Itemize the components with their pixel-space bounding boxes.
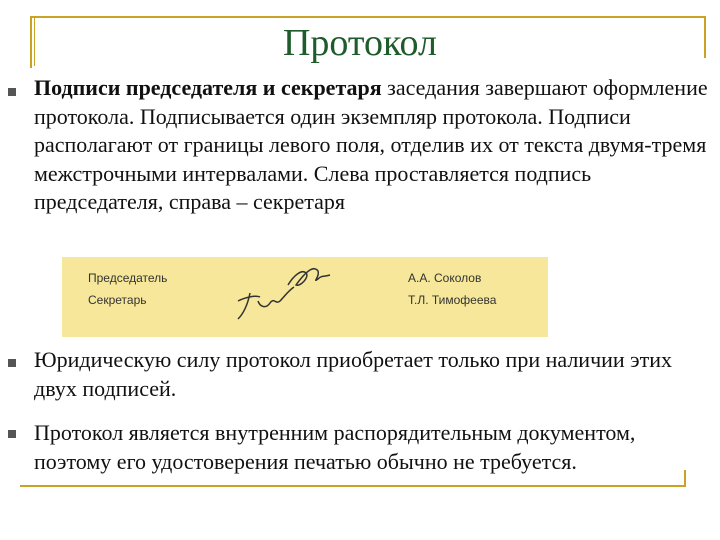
bullet-marker-2 (8, 359, 16, 367)
chair-signature (288, 269, 330, 286)
frame-bottom-line (20, 485, 684, 487)
bullet-marker-3 (8, 430, 16, 438)
secretary-signature (238, 287, 294, 319)
bullet-2-text: Юридическую силу протокол приобретает только при наличии этих двух подписей. (34, 347, 673, 401)
bullet-3-text: Протокол является внутренним распорядительным документом, поэтому его удостоверения печатью обычно не требуется. (34, 420, 636, 474)
slide-title: Протокол (282, 22, 438, 64)
secretary-name: Т.Л. Тимофеева (408, 293, 497, 307)
bullet-1-text (34, 74, 710, 217)
bullet-1-bold: Подписи председателя и секретаря (34, 75, 382, 100)
frame-top-line (30, 16, 706, 18)
bullet-1-rest: заседания завершают оформление протокола. Подписывается один экземпляр протокола. Подписи располагают от границы левого поля, отделив их от текста двумя-тремя межстрочными интервалами. Слева проставляется подпись председателя, справа – секретаря (34, 75, 708, 214)
signature-example (62, 257, 548, 337)
chair-role: Председатель (88, 271, 168, 285)
handwritten-signatures (62, 257, 548, 337)
chair-name: А.А. Соколов (408, 271, 482, 285)
secretary-role: Секретарь (88, 293, 147, 307)
frame-bottom-right-line (684, 470, 686, 487)
bullet-marker-1 (8, 88, 16, 96)
